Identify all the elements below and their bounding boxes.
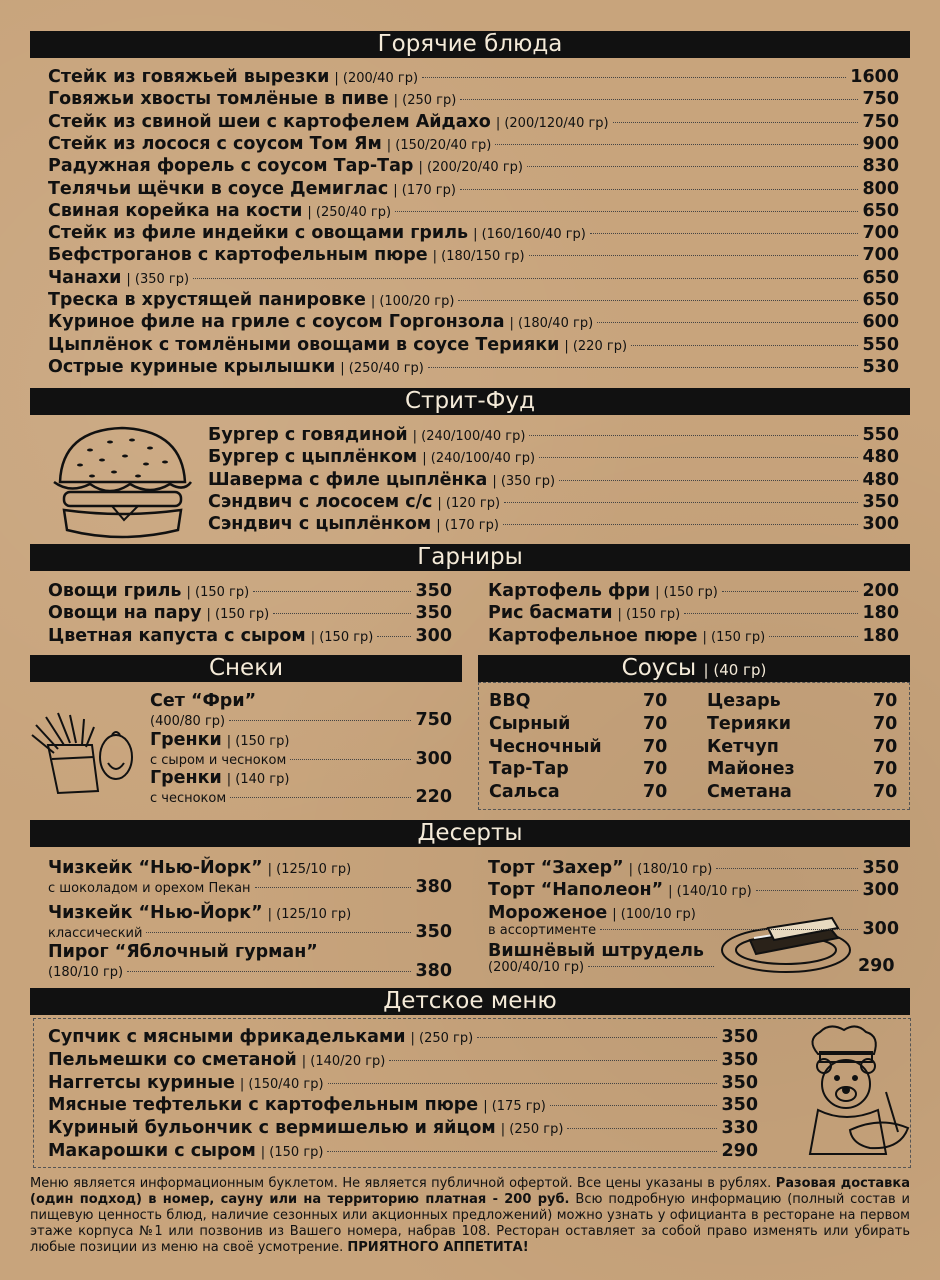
dot-leader <box>193 278 858 279</box>
item-name: Острые куриные крылышки <box>48 356 336 377</box>
sauce-item <box>489 781 668 803</box>
sauce-name: Сметана <box>707 782 792 803</box>
dot-leader <box>722 591 859 592</box>
item-name: Чанахи <box>48 267 122 288</box>
item-name: Треска в хрустящей панировке <box>48 290 366 310</box>
item-weight: | (140/10 гр) <box>668 884 752 899</box>
dot-leader <box>495 144 858 145</box>
dot-leader <box>458 300 858 301</box>
section-header-kids: Детское меню <box>30 988 910 1015</box>
item-weight: | (160/160/40 гр) <box>473 227 586 243</box>
menu-item <box>208 491 899 513</box>
item-name: Куриное филе на гриле с соусом Горгонзола <box>48 312 505 333</box>
dot-leader <box>716 868 858 869</box>
item-name: Мороженое <box>488 903 608 923</box>
dot-leader <box>428 367 859 368</box>
dot-leader <box>127 971 411 972</box>
item-name: Гренки <box>150 768 222 788</box>
item-weight: | (170 гр) <box>393 182 456 198</box>
item-price: 380 <box>415 961 452 981</box>
menu-item <box>48 111 899 133</box>
item-weight: | (150 гр) <box>186 585 250 600</box>
item-name: Шаверма с филе цыплёнка <box>208 469 488 490</box>
menu-item <box>150 690 452 712</box>
section-header-sauces <box>478 655 910 682</box>
menu-item <box>208 513 899 535</box>
item-price: 900 <box>862 133 899 154</box>
item-subline <box>488 959 718 977</box>
item-description: в ассортименте <box>488 923 597 938</box>
item-description: с чесноком <box>150 791 227 806</box>
dot-leader <box>460 189 859 190</box>
item-description: (180/10 гр) <box>48 965 124 980</box>
footer-text-2: Всю подробную информацию (полный состав и пищевую ценность блюд, наличие сезонных или акционных предложений) можно узнать у официанта в ресторане на первом этаже корпуса №1 или позвонив из Вашего номера, набрав 108. Ресторан оставляет за собой право изменять или убирать любые позиции из меню на своё усмотрение. <box>30 1192 910 1255</box>
sauce-name: Чесночный <box>489 736 602 757</box>
item-price: 350 <box>721 1027 758 1047</box>
item-weight: | (180/40 гр) <box>509 316 594 332</box>
sauce-price: 70 <box>873 713 898 734</box>
dot-leader <box>230 797 411 798</box>
item-name: Сэндвич с лососем с/с <box>208 491 433 512</box>
item-weight: | (350 гр) <box>492 473 556 489</box>
menu-item <box>48 902 452 924</box>
section-header-street-food: Стрит-Фуд <box>30 388 910 415</box>
item-price: 200 <box>862 581 899 601</box>
dot-leader <box>290 759 411 760</box>
item-name: Овощи гриль <box>48 581 182 601</box>
item-name: Стейк из лосося с соусом Том Ям <box>48 133 382 154</box>
item-price: 530 <box>862 356 899 377</box>
menu-item <box>488 879 899 901</box>
sauce-item <box>489 690 668 712</box>
item-name: Телячьи щёчки в соусе Демиглас <box>48 178 389 199</box>
menu-item <box>48 1094 758 1116</box>
item-price: 480 <box>862 447 899 468</box>
item-price: 290 <box>858 956 895 976</box>
item-weight: | (250 гр) <box>500 1122 564 1138</box>
item-name: Цыплёнок с томлёными овощами в соусе Терияки <box>48 334 560 355</box>
sauces-weight: | (40 гр) <box>703 661 767 679</box>
dot-leader <box>769 636 858 637</box>
item-price: 380 <box>415 877 452 897</box>
menu-item <box>48 267 899 289</box>
item-price: 600 <box>862 312 899 333</box>
item-price: 750 <box>862 111 899 132</box>
item-price: 750 <box>862 89 899 110</box>
item-price: 650 <box>862 267 899 288</box>
item-price: 300 <box>862 514 899 535</box>
item-name: Бургер с говядиной <box>208 425 408 445</box>
menu-item <box>48 580 452 602</box>
dot-leader <box>529 435 858 436</box>
sauce-price: 70 <box>643 782 668 803</box>
item-name: Бефстроганов с картофельным пюре <box>48 245 428 266</box>
item-price: 300 <box>415 625 452 646</box>
sauce-item <box>489 713 668 735</box>
item-weight: | (200/120/40 гр) <box>495 115 609 131</box>
fries-illustration <box>28 705 140 797</box>
item-subline <box>150 711 452 729</box>
menu-item <box>48 88 899 110</box>
dot-leader <box>600 929 858 930</box>
sauce-price: 70 <box>643 691 668 711</box>
dot-leader <box>550 1105 718 1106</box>
dot-leader <box>631 345 858 346</box>
menu-item <box>48 1072 758 1094</box>
item-name: Картофель фри <box>488 581 651 601</box>
sauce-name: BBQ <box>489 691 531 711</box>
item-name: Радужная форель с соусом Тар-Тар <box>48 156 414 177</box>
item-name: Чизкейк “Нью-Йорк” <box>48 858 263 878</box>
sauce-price: 70 <box>643 736 668 757</box>
sauce-price: 70 <box>643 759 668 780</box>
item-price: 700 <box>862 245 899 266</box>
item-weight: | (250 гр) <box>410 1031 474 1046</box>
menu-item <box>488 580 899 602</box>
item-name: Торт “Захер” <box>488 858 624 878</box>
item-price: 350 <box>721 1072 758 1093</box>
item-price: 350 <box>415 922 452 942</box>
item-price: 330 <box>721 1118 758 1139</box>
sauce-price: 70 <box>873 736 898 757</box>
menu-item <box>48 178 899 200</box>
sauce-item <box>489 758 668 780</box>
menu-item <box>48 625 452 647</box>
sauce-price: 70 <box>643 713 668 734</box>
item-price: 350 <box>721 1049 758 1070</box>
burger-illustration <box>50 420 195 540</box>
item-price: 300 <box>862 919 899 939</box>
item-weight: | (250/40 гр) <box>340 360 424 376</box>
item-weight: | (240/100/40 гр) <box>412 429 526 444</box>
dot-leader <box>504 502 858 503</box>
item-weight: | (240/100/40 гр) <box>422 451 536 467</box>
menu-item <box>208 469 899 491</box>
section-header-desserts: Десерты <box>30 820 910 847</box>
item-name: Стейк из филе индейки с овощами гриль <box>48 223 469 244</box>
item-name: Макарошки с сыром <box>48 1141 256 1161</box>
item-weight: | (350 гр) <box>126 271 190 287</box>
item-price: 1600 <box>850 67 899 87</box>
item-weight: | (150/20/40 гр) <box>386 137 492 153</box>
item-name: Овощи на пару <box>48 603 202 624</box>
item-weight: | (180/10 гр) <box>628 862 713 877</box>
menu-item <box>208 424 899 446</box>
menu-item <box>48 334 899 356</box>
menu-item <box>48 857 452 879</box>
dot-leader <box>559 480 858 481</box>
item-price: 300 <box>415 749 452 769</box>
item-name: Вишнёвый штрудель <box>488 941 704 961</box>
item-price: 830 <box>862 156 899 177</box>
item-price: 550 <box>862 334 899 355</box>
item-name: Цветная капуста с сыром <box>48 625 306 646</box>
sauce-name: Цезарь <box>707 691 781 711</box>
menu-item <box>48 289 899 311</box>
item-name: Сет “Фри” <box>150 691 257 711</box>
dot-leader <box>422 77 846 78</box>
item-weight: | (150 гр) <box>655 585 718 600</box>
menu-item <box>48 356 899 378</box>
dot-leader <box>377 636 411 637</box>
item-weight: | (100/20 гр) <box>370 294 455 309</box>
menu-item <box>48 311 899 333</box>
chef-bear-illustration <box>790 1020 910 1160</box>
item-price: 350 <box>415 581 452 601</box>
sauce-price: 70 <box>873 759 898 780</box>
dot-leader <box>389 1060 717 1061</box>
menu-item <box>48 1117 758 1139</box>
sauce-price: 70 <box>873 782 898 803</box>
item-weight: | (150 гр) <box>617 607 681 623</box>
item-description: с сыром и чесноком <box>150 753 287 768</box>
item-name: Рис басмати <box>488 603 613 624</box>
section-header-hot: Горячие блюда <box>30 31 910 58</box>
item-weight: | (100/10 гр) <box>612 907 696 922</box>
item-name: Картофельное пюре <box>488 625 698 646</box>
dot-leader <box>567 1128 717 1129</box>
dot-leader <box>477 1037 717 1038</box>
item-name: Стейк из свиной шеи с картофелем Айдахо <box>48 111 491 132</box>
item-subline <box>150 750 452 768</box>
menu-item <box>48 1049 758 1071</box>
item-name: Чизкейк “Нью-Йорк” <box>48 903 263 923</box>
item-price: 800 <box>862 178 899 199</box>
menu-item <box>150 729 452 751</box>
item-name: Свиная корейка на кости <box>48 200 303 221</box>
sauce-item <box>707 713 898 735</box>
sauce-price: 70 <box>873 691 898 711</box>
item-weight: | (150 гр) <box>702 629 766 645</box>
item-name: Стейк из говяжьей вырезки <box>48 67 330 87</box>
item-weight: | (150 гр) <box>226 734 290 749</box>
item-weight: | (150 гр) <box>310 629 374 645</box>
dot-leader <box>273 613 411 614</box>
menu-item <box>48 66 899 88</box>
item-name: Сэндвич с цыплёнком <box>208 514 432 535</box>
item-weight: | (125/10 гр) <box>267 907 352 922</box>
menu-item <box>488 602 899 624</box>
sauce-item <box>707 781 898 803</box>
sauces-title: Соусы <box>621 655 697 681</box>
footer-delivery: Разовая доставка (один подход) в номер, сауну или на территорию платная - 200 руб. <box>30 1176 910 1207</box>
dot-leader <box>756 890 859 891</box>
item-price: 700 <box>862 223 899 244</box>
item-weight: | (150/40 гр) <box>239 1076 324 1092</box>
item-subline <box>150 788 452 806</box>
item-subline <box>488 920 899 938</box>
item-description: с шоколадом и орехом Пекан <box>48 881 251 896</box>
dot-leader <box>255 887 412 888</box>
item-name: Гренки <box>150 730 222 750</box>
item-name: Торт “Наполеон” <box>488 880 664 900</box>
dot-leader <box>327 1151 717 1152</box>
item-price: 350 <box>862 858 899 878</box>
dot-leader <box>253 591 411 592</box>
item-price: 180 <box>862 625 899 646</box>
item-subline <box>48 878 452 896</box>
menu-item <box>48 602 452 624</box>
menu-item <box>48 1026 758 1048</box>
sauce-item <box>707 736 898 758</box>
item-weight: | (120 гр) <box>437 495 501 511</box>
item-weight: | (200/40 гр) <box>334 71 419 86</box>
item-weight: | (170 гр) <box>436 518 499 534</box>
item-description: (200/40/10 гр) <box>488 960 585 975</box>
item-name: Супчик с мясными фрикадельками <box>48 1027 406 1047</box>
item-price: 650 <box>862 200 899 221</box>
item-weight: | (180/150 гр) <box>432 249 525 265</box>
dot-leader <box>588 966 714 967</box>
item-price: 350 <box>415 603 452 624</box>
sauce-name: Кетчуп <box>707 736 779 757</box>
menu-item <box>208 446 899 468</box>
dot-leader <box>460 99 858 100</box>
item-subline <box>48 923 452 941</box>
dot-leader <box>146 932 411 933</box>
dot-leader <box>684 613 858 614</box>
item-price: 480 <box>862 469 899 490</box>
footer-text-1: Меню является информационным буклетом. Не является публичной офертой. Все цены указаны в рублях. <box>30 1176 776 1191</box>
dot-leader <box>229 720 411 721</box>
dot-leader <box>590 233 859 234</box>
dot-leader <box>597 322 858 323</box>
item-name: Мясные тефтельки с картофельным пюре <box>48 1095 479 1116</box>
sauce-name: Терияки <box>707 713 791 734</box>
item-subline <box>48 962 452 980</box>
item-weight: | (250/40 гр) <box>307 204 392 220</box>
item-name: Пельмешки со сметаной <box>48 1049 297 1070</box>
menu-item <box>48 133 899 155</box>
item-name: Наггетсы куриные <box>48 1072 235 1093</box>
menu-item <box>48 200 899 222</box>
item-description: классический <box>48 926 143 941</box>
item-weight: | (150 гр) <box>206 607 270 623</box>
sauce-name: Майонез <box>707 759 795 780</box>
sauce-name: Сырный <box>489 713 571 734</box>
menu-item <box>48 222 899 244</box>
item-weight: | (175 гр) <box>483 1099 546 1115</box>
section-header-sides: Гарниры <box>30 544 910 571</box>
item-weight: | (200/20/40 гр) <box>418 160 523 176</box>
item-price: 350 <box>721 1095 758 1116</box>
section-header-snacks: Снеки <box>30 655 462 682</box>
item-price: 180 <box>862 603 899 624</box>
dot-leader <box>395 211 858 212</box>
item-price: 350 <box>862 491 899 512</box>
item-weight: | (250 гр) <box>393 93 457 109</box>
menu-item <box>488 625 899 647</box>
dot-leader <box>529 255 859 256</box>
dot-leader <box>503 524 859 525</box>
sauce-name: Сальса <box>489 782 560 803</box>
item-description: (400/80 гр) <box>150 714 226 729</box>
item-price: 220 <box>415 787 452 807</box>
item-name: Бургер с цыплёнком <box>208 447 418 468</box>
menu-item <box>48 941 452 963</box>
menu-item <box>150 767 452 789</box>
item-price: 750 <box>415 710 452 730</box>
menu-item <box>48 1140 758 1162</box>
item-weight: | (220 гр) <box>564 338 628 354</box>
sauce-item <box>489 736 668 758</box>
footer-bon-appetit: ПРИЯТНОГО АППЕТИТА! <box>347 1240 529 1255</box>
item-weight: | (150 гр) <box>260 1145 324 1160</box>
menu-item <box>48 155 899 177</box>
sauce-item <box>707 690 898 712</box>
item-price: 300 <box>862 880 899 900</box>
item-weight: | (125/10 гр) <box>267 862 352 877</box>
item-name: Говяжьи хвосты томлёные в пиве <box>48 89 389 110</box>
dot-leader <box>527 166 858 167</box>
menu-item <box>488 857 899 879</box>
item-weight: | (140 гр) <box>226 772 290 787</box>
menu-item <box>48 244 899 266</box>
sauce-item <box>707 758 898 780</box>
item-price: 290 <box>721 1141 758 1161</box>
dot-leader <box>613 122 859 123</box>
dot-leader <box>539 457 858 458</box>
item-weight: | (140/20 гр) <box>301 1053 386 1069</box>
item-name: Пирог “Яблочный гурман” <box>48 942 318 962</box>
item-name: Куриный бульончик с вермишелью и яйцом <box>48 1118 496 1139</box>
dot-leader <box>328 1083 718 1084</box>
item-price: 650 <box>862 290 899 310</box>
item-price: 550 <box>862 425 899 445</box>
footer-disclaimer <box>30 1176 910 1256</box>
sauce-name: Тар-Тар <box>489 759 569 780</box>
